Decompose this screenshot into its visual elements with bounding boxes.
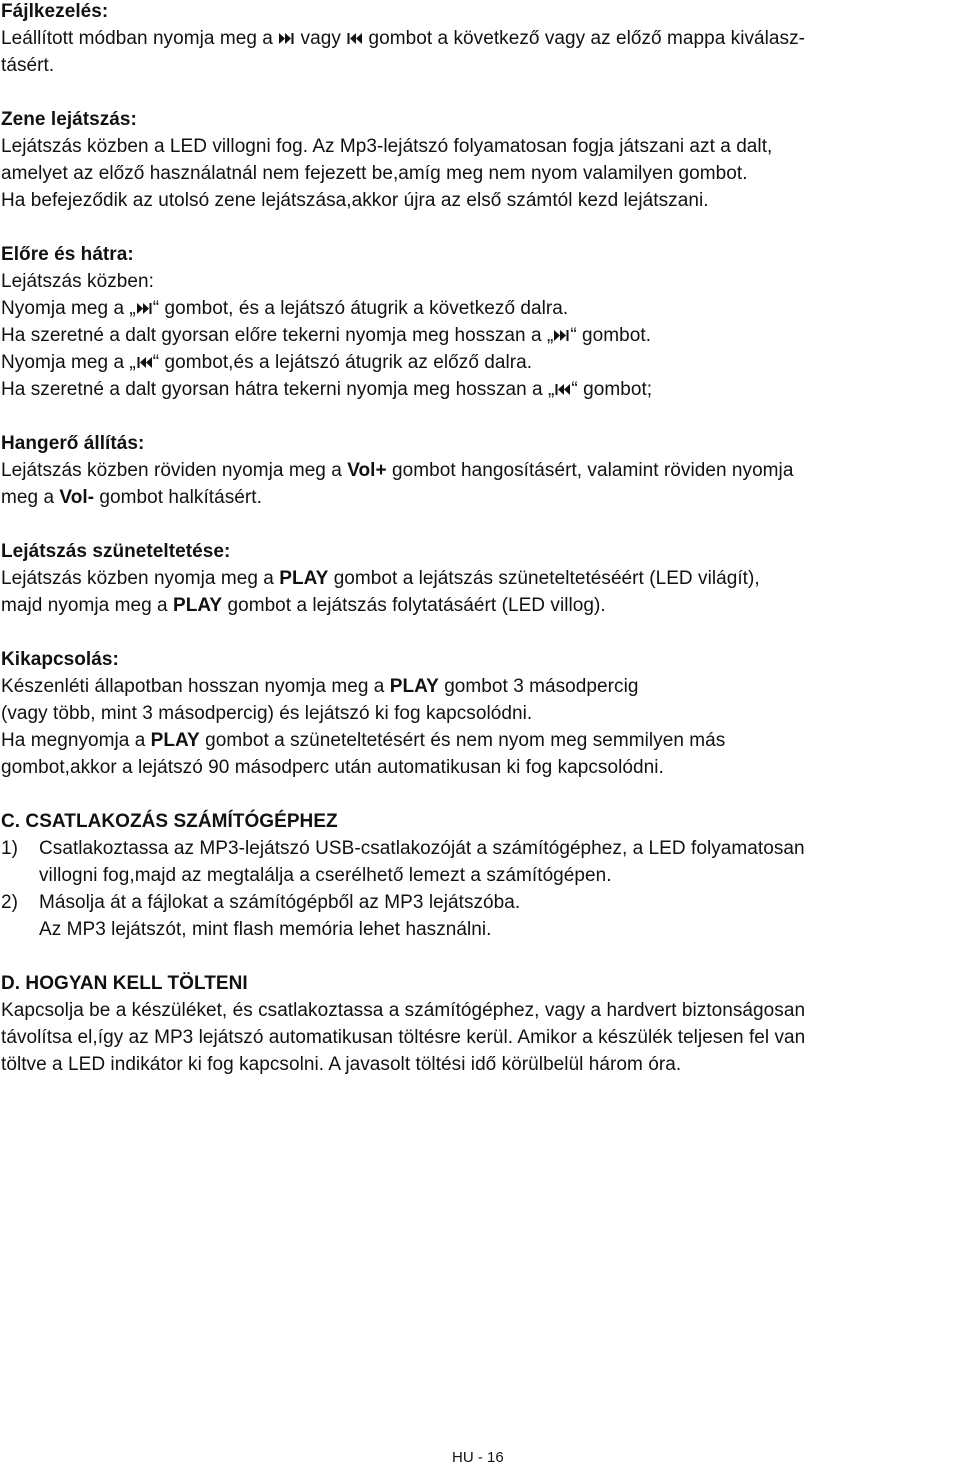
play-label: PLAY <box>279 568 329 589</box>
next-track-icon <box>553 328 570 343</box>
charging-line-1: Kapcsolja be a készüléket, és csatlakoztassa a számítógéphez, vagy a hardvert biztonságosan <box>1 1000 806 1021</box>
heading-connect: C. CSATLAKOZÁS SZÁMÍTÓGÉPHEZ <box>1 811 338 832</box>
previous-track-icon <box>136 355 153 370</box>
pause-line-2: majd nyomja meg a PLAY gombot a lejátszás folytatásáért (LED villog). <box>1 595 606 616</box>
charging-line-3: töltve a LED indikátor ki fog kapcsolni. A javasolt töltési idő körülbelül három óra. <box>1 1054 682 1075</box>
music-playback-line-3: Ha befejeződik az utolsó zene lejátszása,akkor újra az első számtól kezd lejátszani. <box>1 190 709 211</box>
play-label: PLAY <box>389 676 439 697</box>
forward-back-line-3: Ha szeretné a dalt gyorsan előre tekerni nyomja meg hosszan a „ “ gombot. <box>1 325 652 346</box>
power-off-line-4: gombot,akkor a lejátszó 90 másodperc után automatikusan ki fog kapcsolódni. <box>1 757 664 778</box>
music-playback-line-1: Lejátszás közben a LED villogni fog. Az Mp3-lejátszó folyamatosan fogja játszani azt a dalt, <box>1 136 773 157</box>
charging-line-2: távolítsa el,így az MP3 lejátszó automatikusan töltésre kerül. Amikor a készülék teljesen fel van <box>1 1027 806 1048</box>
power-off-line-2: (vagy több, mint 3 másodpercig) és lejátszó ki fog kapcsolódni. <box>1 703 533 724</box>
file-management-line-1: Leállított módban nyomja meg a vagy gombot a következő vagy az előző mappa kiválasz- <box>1 28 806 49</box>
next-track-icon <box>278 31 295 46</box>
heading-file-management: Fájlkezelés: <box>1 1 109 22</box>
forward-back-line-2: Nyomja meg a „ “ gombot, és a lejátszó átugrik a következő dalra. <box>1 298 569 319</box>
forward-back-line-5: Ha szeretné a dalt gyorsan hátra tekerni nyomja meg hosszan a „ “ gombot; <box>1 379 653 400</box>
heading-power-off: Kikapcsolás: <box>1 649 119 670</box>
heading-forward-back: Előre és hátra: <box>1 244 134 265</box>
forward-back-line-1: Lejátszás közben: <box>1 271 154 292</box>
forward-back-line-4: Nyomja meg a „ “ gombot,és a lejátszó átugrik az előző dalra. <box>1 352 533 373</box>
volume-line-1: Lejátszás közben röviden nyomja meg a Vol+ gombot hangosításért, valamint röviden nyomja <box>1 460 794 481</box>
connect-item-2-line-2: Az MP3 lejátszót, mint flash memória lehet használni. <box>39 919 492 940</box>
previous-track-icon <box>346 31 363 46</box>
power-off-line-1: Készenléti állapotban hosszan nyomja meg a PLAY gombot 3 másodpercig <box>1 676 639 697</box>
play-label: PLAY <box>150 730 200 751</box>
next-track-icon <box>136 301 153 316</box>
list-number: 2) <box>1 892 18 913</box>
volume-line-2: meg a Vol- gombot halkításért. <box>1 487 262 508</box>
file-management-line-2: tásért. <box>1 55 55 76</box>
previous-track-icon <box>554 382 571 397</box>
heading-pause: Lejátszás szüneteltetése: <box>1 541 231 562</box>
vol-minus-label: Vol- <box>59 487 95 508</box>
heading-charging: D. HOGYAN KELL TÖLTENI <box>1 973 248 994</box>
heading-volume: Hangerő állítás: <box>1 433 145 454</box>
pause-line-1: Lejátszás közben nyomja meg a PLAY gombot a lejátszás szüneteltetéséért (LED világít), <box>1 568 760 589</box>
play-label: PLAY <box>172 595 223 616</box>
power-off-line-3: Ha megnyomja a PLAY gombot a szüneteltetésért és nem nyom meg semmilyen más <box>1 730 726 751</box>
list-number: 1) <box>1 838 18 859</box>
connect-item-1-line-2: villogni fog,majd az megtalálja a cserélhető lemezt a számítógépen. <box>39 865 612 886</box>
heading-music-playback: Zene lejátszás: <box>1 109 137 130</box>
vol-plus-label: Vol+ <box>347 460 387 481</box>
page-number: HU - 16 <box>452 1449 504 1466</box>
music-playback-line-2: amelyet az előző használatnál nem fejezett be,amíg meg nem nyom valamilyen gombot. <box>1 163 748 184</box>
